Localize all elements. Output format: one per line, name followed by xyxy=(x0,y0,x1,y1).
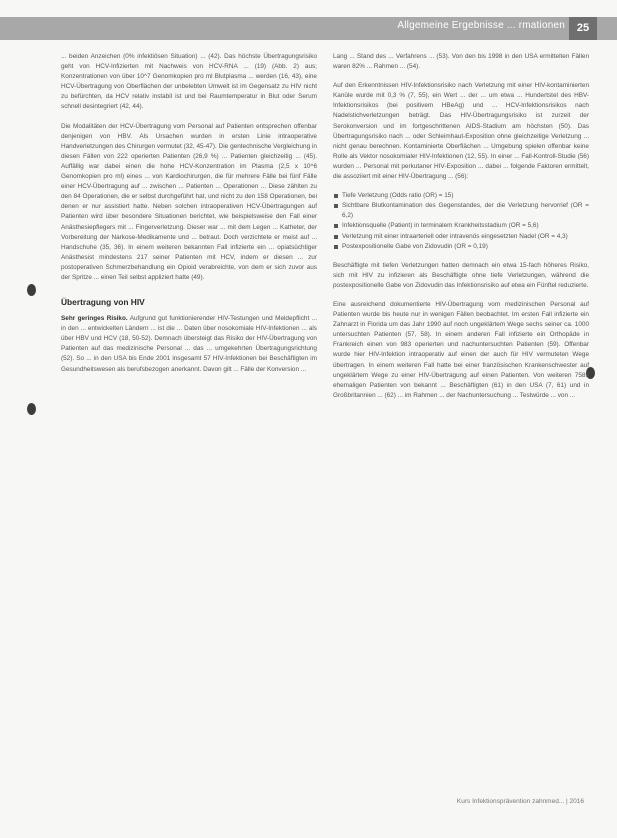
paragraph: Die Modalitäten der HCV-Übertragung vom Personal auf Patienten entsprechen offenbar denjenigen von HBV. Als Ursachen wurden in ersten Linie intraoperative Handverletzungen des Chirurgen vermutet (32, 45-47). Die gentechnische Vergleichung in diesen Fällen von 222 operierten Patienten (26,9 %) ... Patienten gleichzeitig ... (45). Auffällig war dabei einen die hohe HCV-Konzentration im Plasma (2,5 x 10^6 Genomkopien pro ml) eines ... von Kardiochirurgen, die für mehrere Fälle bei fünf Fälle einer HCV-Übertragung auf ... zwischen ... Patienten ... Operationen ... Diese zählten zu den 84 Operationen, die er selbst durchgeführt hat, und nicht zu den 158 Operationen, bei denen er nur assistiert hatte. Neben solchen intraoperativen HCV-Übertragungen auf Patienten wird über besondere Situationen berichtet, wie beispielsweise den Fall einer Anästhesiepflegers mit ... Fingerverletzung. Dieser war ... mit dem Legen ... Katheter, der Vorbereitung der Narkose-Medikamente und ... betraut. Doch verzichtete er meist auf ... Handschuhe (35, 36). In einem weiteren bekannten Fall infizierte ein ... opiatsüchtiger Anästhesist mindestens 217 seiner Patienten mit HCV, indem er diesen ... zur postoperativen Schmerzbehandlung ein Opioid verabreichte, von dem er sich zuvor aus der Spritze ... einen Teil selbst appliziert hatte (49). xyxy=(61,122,317,281)
paragraph: ... beiden Anzeichen (0% infektiösen Situation) ... (42). Das höchste Übertragungsrisiko geht von HCV-Infizierten mit Nachweis von HCV-RNA ... (19) (Abb. 2) aus; Konzentrationen von über 10^7 Genomkopien pro ml Blutplasma ... werden (16, 43), eine HCV-Übertragung von Oberflächen der unbelebten Umwelt ist im Gegensatz zu HIV nicht zu befürchten, da HCV relativ instabil ist und bei Raumtemperatur in Blut oder Serum schnell desintegriert (42, 44). xyxy=(61,53,317,111)
list-item: Sichtbare Blutkontamination des Gegenstandes, der die Verletzung hervorrief (OR = 6,2) xyxy=(333,201,589,221)
section-heading: Übertragung von HIV xyxy=(61,297,145,308)
page-number: 25 xyxy=(569,17,597,40)
paragraph: Auf den Erkenntnissen HIV-Infektionsrisiko nach Verletzung mit einer HIV-kontaminierten Kanüle wurde mit 0,3 % (7, 55), ein Wert ... der ... um etwa ... Hundertstel des HBV-Infektionsrisikos (bei positivem HBeAg) und ... HCV-Infektionsrisikos nach Nadelstichverletzungen beträgt. Das HIV-Übertragungsrisiko ist zurzeit der Serokonversion und im fortgeschrittenen AIDS-Stadium am höchsten (50). Das Übertragungsrisiko nach ... oder Schleimhaut-Exposition ohne gleichzeitige Verletzung ... nicht genau berechnen. Kontaminierte Oberflächen ... Umgebung spielen offenbar keine Rolle als Vektor nosokomialer HIV-Infektionen (12, 55). In einer ... Fall-Kontroll-Studie (56) wurden ... Personal mit perkutaner HIV-Exposition ... dabei ... folgende Faktoren ermittelt, die assoziiert mit einer HIV-Übertragung ... (56): xyxy=(333,82,589,181)
running-header-title: Allgemeine Ergebnisse ... rmationen xyxy=(397,20,565,31)
page-footer: Kurs Infektionsprävention zahnmed... | 2016 xyxy=(456,798,584,805)
list-item: Verletzung mit einer intraarteriell oder intravenös eingesetzten Nadel (OR = 4,3) xyxy=(333,232,589,242)
list-item: Postexpositionelle Gabe von Zidovudin (OR = 0,19) xyxy=(333,242,589,252)
list-item: Infektionsquelle (Patient) in terminalem Krankheitsstadium (OR = 5,6) xyxy=(333,221,589,231)
hole-punch-mark xyxy=(27,403,36,415)
running-header xyxy=(0,17,617,40)
paragraph: Lang ... Stand des ... Verfahrens ... (53). Von den bis 1998 in den USA ermittelten Fällen waren 82% ... Rahmen ... (54). xyxy=(333,53,589,71)
risk-factor-list xyxy=(333,191,589,252)
paragraph-text: Aufgrund gut funktionierender HIV-Testungen und Meldepflicht ... in den ... entwickelten Ländern ... ist die ... Daten über nosokomiale HIV-Infektionen ... als über HBV und HCV (18, 50-52). Demnach übersteigt das Risiko der HIV-Übertragung von Patienten auf das medizinische Personal ... das ... umgekehrten Übertragungsrichtung (52). So ... in den USA bis Ende 2001 insgesamt 57 HIV-Infektionen bei Beschäftigten im Gesundheitswesen als berufsbezogen anerkannt. Davon gilt ... Fälle der Konversion ... xyxy=(61,315,317,373)
hole-punch-mark xyxy=(27,284,36,296)
list-item: Tiefe Verletzung (Odds ratio (OR) = 15) xyxy=(333,191,589,201)
paragraph: Eine ausreichend dokumentierte HIV-Übertragung vom medizinischen Personal auf Patienten wurde bis heute nur in wenigen Fällen beobachtet. Im ersten Fall infizierte ein Zahnarzt in Florida um das Jahr 1990 auf noch ungeklärtem Wege sechs seiner ca. 1000 untersuchten Patienten (57, 58). In einem anderen Fall infizierte ein Orthopäde in Frankreich einen von 983 operierten und nachuntersuchten Patienten (59). Offenbar wurde hier HIV-Infektion intraoperativ auf einen der auch für HIV vermuteten Wege übertragen. In einem weiteren Fall hatte bei einer französischen Krankenschwester auf ungeklärtem Wege zu einer HIV-Übertragung auf einen Patienten. Von weiteren 7589 ehemaligen Patienten von bekannt ... Beschäftigten (61) in den USA (7, 61) und in Großbritannien ... (62) ... im Rahmen ... der Nachuntersuchung ... Testwürde ... von ... xyxy=(333,300,589,399)
paragraph xyxy=(61,314,317,375)
run-in-heading: Sehr geringes Risiko. xyxy=(61,315,128,323)
left-column xyxy=(61,52,317,384)
right-column xyxy=(333,52,589,410)
paragraph: Beschäftigte mit tiefen Verletzungen hatten demnach ein etwa 15-fach höheres Risiko, sich mit HIV zu infizieren als Beschäftigte ohne tiefe Verletzungen, während die postexpositionelle Gabe von Zidovudin das Infektionsrisiko auf etwa ein Fünftel reduzierte. xyxy=(333,261,589,289)
